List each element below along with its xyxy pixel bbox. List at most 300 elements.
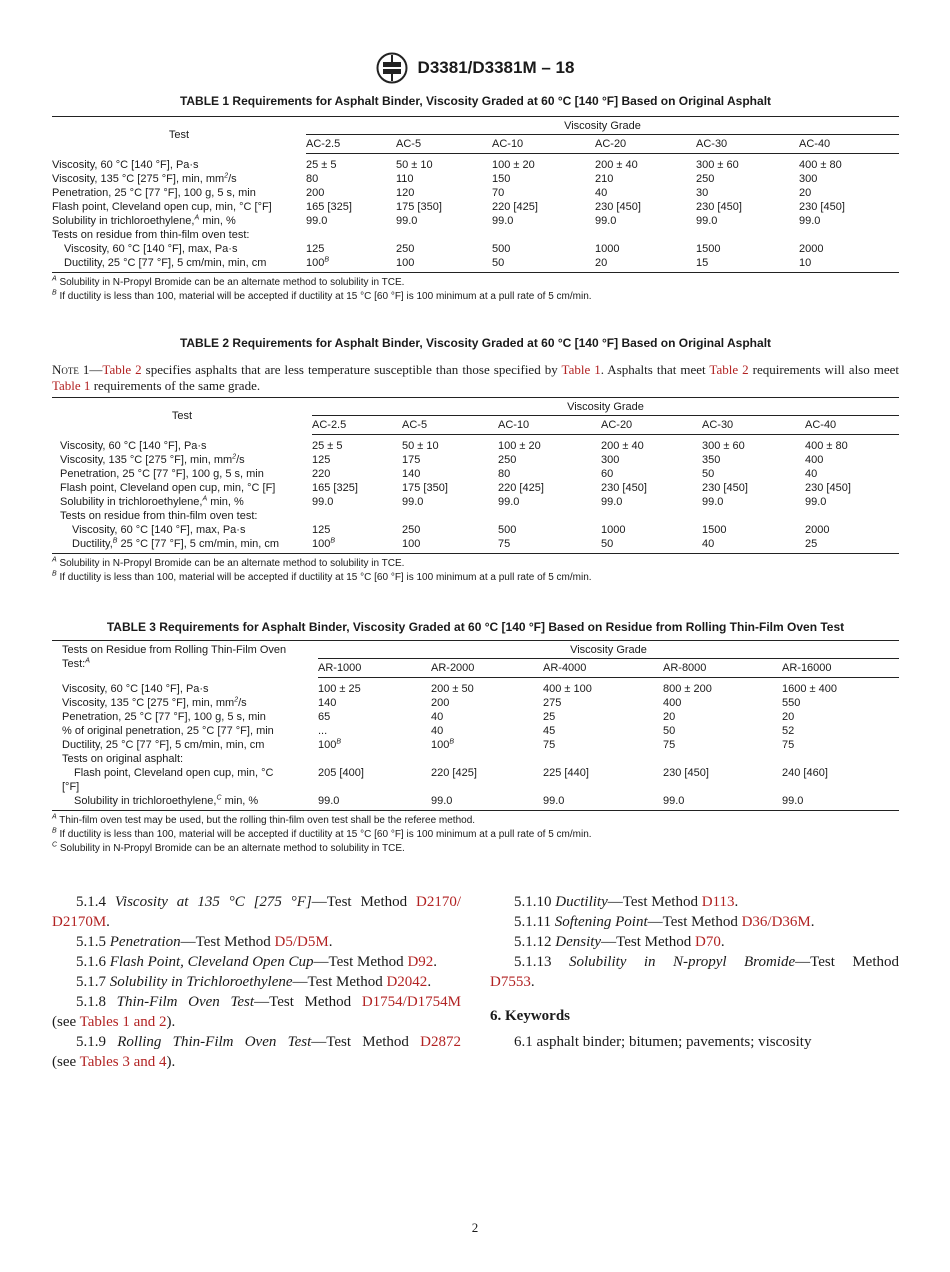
table-cell bbox=[663, 738, 782, 752]
cell-value: 220 bbox=[312, 468, 331, 480]
table-cell bbox=[805, 467, 899, 481]
section-title: Penetration bbox=[109, 934, 181, 950]
footnote-mark: B bbox=[52, 827, 57, 835]
table-cell bbox=[431, 678, 543, 697]
section-5-1-8 bbox=[52, 992, 461, 1012]
method-link[interactable]: D70 bbox=[695, 934, 721, 950]
cell-value: 40 bbox=[431, 711, 444, 723]
table-cell bbox=[402, 453, 498, 467]
cell-value: 99.0 bbox=[431, 795, 453, 807]
table-cell bbox=[306, 154, 396, 173]
table-2-link[interactable]: Table 2 bbox=[102, 362, 142, 377]
cell-value: 99.0 bbox=[702, 496, 724, 508]
method-link[interactable]: D2872 bbox=[420, 1034, 462, 1050]
table-cell bbox=[318, 752, 431, 766]
cell-value: 99.0 bbox=[782, 795, 804, 807]
table-cell bbox=[543, 678, 663, 697]
section-title: Rolling Thin-Film Oven Test bbox=[117, 1034, 312, 1050]
grade-header: AR-1000 bbox=[318, 659, 431, 678]
cell-value: ... bbox=[318, 725, 328, 737]
footnote-mark: A bbox=[202, 495, 208, 503]
tables-link[interactable]: Tables 1 and 2 bbox=[79, 1014, 167, 1030]
table-cell bbox=[492, 228, 595, 242]
table-cell bbox=[312, 495, 402, 509]
cell-value: 165 [325] bbox=[312, 482, 358, 494]
label-text: Penetration, 25 °C [77 °F], 100 g, 5 s, min bbox=[62, 711, 266, 723]
cell-value: 200 bbox=[431, 697, 450, 709]
cell-value: 125 bbox=[312, 454, 331, 466]
section-text: —Test Method bbox=[647, 914, 742, 930]
footnote-mark: C bbox=[216, 794, 222, 802]
cell-value: 150 bbox=[492, 173, 511, 185]
label-text: % of original penetration, 25 °C [77 °F], min bbox=[62, 725, 274, 737]
footnote-text: Solubility in N-Propyl Bromide can be an alternate method to solubility in TCE. bbox=[56, 277, 405, 288]
section-5-1-4 bbox=[52, 892, 461, 912]
right-column bbox=[490, 892, 899, 1052]
note-text: requirements will also meet bbox=[748, 362, 900, 377]
table-cell bbox=[799, 242, 899, 256]
cell-value: 50 bbox=[601, 538, 614, 550]
table-1-link[interactable]: Table 1 bbox=[561, 362, 601, 377]
table-cell bbox=[318, 678, 431, 697]
cell-value: 1000 bbox=[601, 524, 626, 536]
grade-header: AR-2000 bbox=[431, 659, 543, 678]
section-text: ). bbox=[166, 1054, 176, 1070]
cell-value: 165 [325] bbox=[306, 201, 352, 213]
section-text: (see bbox=[52, 1014, 80, 1030]
table-cell bbox=[402, 509, 498, 523]
table-row bbox=[52, 724, 899, 738]
method-link[interactable]: D1754/D1754M bbox=[361, 994, 461, 1010]
table-cell bbox=[543, 752, 663, 766]
cell-value: 25 bbox=[805, 538, 818, 550]
footnote bbox=[52, 557, 899, 571]
table-row bbox=[52, 435, 899, 454]
method-link[interactable]: D2170M bbox=[52, 914, 107, 930]
table-1 bbox=[52, 116, 899, 273]
footnote bbox=[52, 828, 899, 842]
label-text: Tests on residue from thin-film oven test: bbox=[60, 510, 258, 522]
row-label bbox=[52, 453, 312, 467]
table-cell bbox=[799, 214, 899, 228]
table-cell bbox=[306, 200, 396, 214]
table-cell bbox=[805, 435, 899, 454]
table-2-test-header: Test bbox=[52, 398, 312, 435]
test-header-line: Test: bbox=[62, 658, 86, 670]
table-row bbox=[52, 752, 899, 766]
cell-value: 250 bbox=[396, 243, 415, 255]
note-text: requirements of the same grade. bbox=[90, 378, 261, 393]
row-label bbox=[52, 696, 318, 710]
table-cell bbox=[601, 435, 702, 454]
cell-value: 200 bbox=[306, 187, 325, 199]
cell-value: 225 [440] bbox=[543, 767, 589, 779]
row-label bbox=[52, 738, 318, 752]
section-text: . bbox=[720, 934, 725, 950]
footnote-mark: A bbox=[52, 556, 57, 564]
cell-value: 99.0 bbox=[396, 215, 418, 227]
grade-header: AR-16000 bbox=[782, 659, 899, 678]
cell-value: 15 bbox=[696, 257, 709, 269]
cell-value: 25 bbox=[543, 711, 556, 723]
cell-value: 400 bbox=[805, 454, 824, 466]
footnote-text: If ductility is less than 100, material will be accepted if ductility at 15 °C [60 °F] is 100 minimum at a pull rate of 5 cm/min. bbox=[56, 829, 592, 840]
label-text: Viscosity, 135 °C [275 °F], min, mm bbox=[62, 697, 235, 709]
row-label bbox=[52, 766, 318, 794]
table-cell bbox=[805, 523, 899, 537]
table-row bbox=[52, 766, 899, 794]
row-label bbox=[52, 214, 306, 228]
table-cell bbox=[601, 495, 702, 509]
table-cell bbox=[702, 537, 805, 554]
section-title: Density bbox=[555, 934, 602, 950]
section-number: 5.1.7 bbox=[76, 974, 110, 990]
grade-header: AC-40 bbox=[805, 416, 899, 435]
note-text: specifies asphalts that are less temperature susceptible than those specified by bbox=[141, 362, 562, 377]
table-2 bbox=[52, 397, 899, 554]
cell-value: 99.0 bbox=[318, 795, 340, 807]
table-cell bbox=[663, 710, 782, 724]
page-header bbox=[0, 52, 950, 84]
table-row bbox=[52, 242, 899, 256]
table-2-block bbox=[52, 336, 899, 585]
cell-value: 175 [350] bbox=[396, 201, 442, 213]
table-cell bbox=[498, 537, 601, 554]
label-text: Viscosity, 60 °C [140 °F], Pa·s bbox=[52, 158, 199, 171]
cell-value: 175 bbox=[402, 454, 421, 466]
table-cell bbox=[799, 154, 899, 173]
label-text: Penetration, 25 °C [77 °F], 100 g, 5 s, min bbox=[60, 468, 264, 480]
footnote bbox=[52, 814, 899, 828]
cell-value: 65 bbox=[318, 711, 331, 723]
table-3-test-header bbox=[52, 641, 318, 678]
cell-value: 110 bbox=[396, 173, 414, 185]
table-3-footnotes bbox=[52, 814, 899, 856]
cell-value: 400 ± 80 bbox=[805, 440, 848, 452]
table-cell bbox=[492, 172, 595, 186]
method-link[interactable]: D36/D36M bbox=[741, 914, 811, 930]
footnote-text: Solubility in N-Propyl Bromide can be an alternate method to solubility in TCE. bbox=[57, 843, 405, 854]
cell-value: 100 bbox=[318, 739, 337, 751]
section-number: 5.1.9 bbox=[76, 1034, 118, 1050]
section-text: (see bbox=[52, 1054, 80, 1070]
table-cell bbox=[782, 752, 899, 766]
table-cell bbox=[799, 200, 899, 214]
grade-header: AC-10 bbox=[498, 416, 601, 435]
table-cell bbox=[306, 214, 396, 228]
table-cell bbox=[805, 509, 899, 523]
table-1-link[interactable]: Table 1 bbox=[52, 378, 91, 393]
cell-value: 10 bbox=[799, 257, 812, 269]
table-cell bbox=[402, 537, 498, 554]
footnote-mark: 2 bbox=[234, 696, 239, 704]
footnote-mark: C bbox=[52, 841, 58, 849]
table-3-block bbox=[52, 620, 899, 856]
keywords-heading: 6. Keywords bbox=[490, 1008, 570, 1024]
table-cell bbox=[595, 228, 696, 242]
section-text: —Test Method bbox=[313, 954, 408, 970]
table-1-title: TABLE 1 Requirements for Asphalt Binder, Viscosity Graded at 60 °C [140 °F] Based on Original Asphalt bbox=[179, 94, 772, 108]
footnote-text: If ductility is less than 100, material will be accepted if ductility at 15 °C [60 °F] is 100 minimum at a pull rate of 5 cm/min. bbox=[56, 572, 592, 583]
cell-value: 99.0 bbox=[601, 496, 623, 508]
section-number: 5.1.13 bbox=[514, 954, 569, 970]
table-cell bbox=[396, 154, 492, 173]
section-text: —Test Method bbox=[254, 994, 362, 1010]
label-text: Solubility in trichloroethylene, bbox=[60, 496, 203, 508]
table-cell bbox=[492, 186, 595, 200]
label-text: Flash point, Cleveland open cup, min, °C [F] bbox=[60, 482, 276, 494]
section-number: 5.1.12 bbox=[514, 934, 556, 950]
cell-value: 2000 bbox=[799, 243, 824, 255]
footnote-mark: B bbox=[324, 256, 330, 264]
grade-header: AC-5 bbox=[402, 416, 498, 435]
footnote-mark: B bbox=[52, 570, 57, 578]
table-cell bbox=[306, 186, 396, 200]
grade-header: AC-5 bbox=[396, 135, 492, 154]
method-link[interactable]: D7553 bbox=[490, 974, 531, 990]
cell-value: 80 bbox=[498, 468, 511, 480]
table-cell bbox=[396, 186, 492, 200]
label-text: Viscosity, 135 °C [275 °F], min, mm bbox=[52, 173, 225, 185]
table-cell bbox=[595, 200, 696, 214]
label-text: Ductility, bbox=[72, 538, 113, 550]
method-link[interactable]: D2170/ bbox=[415, 894, 461, 910]
cell-value: 230 [450] bbox=[595, 201, 641, 213]
table-row bbox=[52, 509, 899, 523]
cell-value: 52 bbox=[782, 725, 795, 737]
cell-value: 99.0 bbox=[492, 215, 514, 227]
cell-value: 300 bbox=[799, 173, 818, 185]
table-cell bbox=[306, 172, 396, 186]
row-label bbox=[52, 256, 306, 273]
cell-value: 400 ± 80 bbox=[799, 159, 842, 171]
cell-value: 25 ± 5 bbox=[306, 159, 337, 171]
section-number: 5.1.8 bbox=[76, 994, 117, 1010]
section-5-1-9 bbox=[52, 1032, 461, 1052]
footnote-mark: A bbox=[52, 813, 57, 821]
table-cell bbox=[595, 214, 696, 228]
cell-value: 75 bbox=[782, 739, 795, 751]
table-cell bbox=[805, 537, 899, 554]
footnote-mark: B bbox=[330, 537, 336, 545]
table-cell bbox=[402, 481, 498, 495]
table-cell bbox=[318, 738, 431, 752]
section-text: —Test Method bbox=[795, 954, 899, 970]
table-cell bbox=[402, 467, 498, 481]
note-label: Note 1 bbox=[52, 362, 90, 377]
table-cell bbox=[702, 467, 805, 481]
section-text: —Test Method bbox=[180, 934, 275, 950]
cell-value: 205 [400] bbox=[318, 767, 364, 779]
section-5-1-8-cont bbox=[52, 1012, 461, 1032]
table-cell bbox=[782, 710, 899, 724]
cell-value: 500 bbox=[498, 524, 517, 536]
cell-value: 200 ± 50 bbox=[431, 683, 474, 695]
section-text: . bbox=[328, 934, 333, 950]
cell-value: 220 [425] bbox=[498, 482, 544, 494]
table-cell bbox=[431, 696, 543, 710]
section-title: Solubility in N-propyl Bromide bbox=[568, 954, 796, 970]
table-cell bbox=[312, 453, 402, 467]
table-cell bbox=[702, 509, 805, 523]
label-text: min, % bbox=[199, 215, 236, 227]
table-row bbox=[52, 794, 899, 811]
table-cell bbox=[782, 794, 899, 811]
table-1-group-header: Viscosity Grade bbox=[306, 117, 899, 135]
footnote-mark: A bbox=[85, 657, 90, 665]
footnote-mark: A bbox=[52, 275, 57, 283]
method-link[interactable]: D5/D5M bbox=[274, 934, 329, 950]
section-number: 5.1.6 bbox=[76, 954, 110, 970]
cell-value: 500 bbox=[492, 243, 511, 255]
table-cell bbox=[492, 242, 595, 256]
row-label bbox=[52, 172, 306, 186]
table-cell bbox=[702, 523, 805, 537]
table-cell bbox=[312, 481, 402, 495]
tables-link[interactable]: Tables 3 and 4 bbox=[79, 1054, 167, 1070]
table-cell bbox=[492, 154, 595, 173]
table-cell bbox=[402, 495, 498, 509]
table-2-footnotes bbox=[52, 557, 899, 585]
row-label bbox=[52, 724, 318, 738]
cell-value: 75 bbox=[498, 538, 511, 550]
cell-value: 250 bbox=[498, 454, 517, 466]
cell-value: 300 ± 60 bbox=[702, 440, 745, 452]
cell-value: 20 bbox=[663, 711, 676, 723]
row-label bbox=[52, 481, 312, 495]
cell-value: 50 bbox=[663, 725, 676, 737]
table-cell bbox=[396, 256, 492, 273]
table-cell bbox=[396, 228, 492, 242]
table-row bbox=[52, 228, 899, 242]
cell-value: 200 ± 40 bbox=[601, 440, 644, 452]
section-number: 5.1.5 bbox=[76, 934, 110, 950]
table-1-footnotes bbox=[52, 276, 899, 304]
table-cell bbox=[402, 435, 498, 454]
table-cell bbox=[663, 724, 782, 738]
label-text: [°F] bbox=[62, 781, 80, 793]
table-row bbox=[52, 696, 899, 710]
cell-value: 140 bbox=[318, 697, 337, 709]
table-cell bbox=[696, 172, 799, 186]
cell-value: 45 bbox=[543, 725, 556, 737]
table-cell bbox=[396, 200, 492, 214]
table-cell bbox=[396, 214, 492, 228]
method-link[interactable]: D113 bbox=[701, 894, 735, 910]
table-cell bbox=[312, 467, 402, 481]
table-row bbox=[52, 467, 899, 481]
test-header-line: Tests on Residue from Rolling Thin-Film Oven bbox=[62, 644, 287, 656]
cell-value: 550 bbox=[782, 697, 801, 709]
footnote-mark: B bbox=[112, 537, 118, 545]
table-row bbox=[52, 172, 899, 186]
table-cell bbox=[782, 724, 899, 738]
method-link[interactable]: D92 bbox=[407, 954, 434, 970]
table-row bbox=[52, 523, 899, 537]
table-cell bbox=[663, 794, 782, 811]
table-cell bbox=[498, 495, 601, 509]
table-cell bbox=[663, 678, 782, 697]
table-cell bbox=[402, 523, 498, 537]
section-5-1-4-cont bbox=[52, 912, 461, 932]
table-cell bbox=[663, 752, 782, 766]
row-label bbox=[52, 509, 312, 523]
footnote-text: Solubility in N-Propyl Bromide can be an alternate method to solubility in TCE. bbox=[56, 558, 405, 569]
table-cell bbox=[782, 678, 899, 697]
cell-value: 175 [350] bbox=[402, 482, 448, 494]
row-label bbox=[52, 537, 312, 554]
section-title: Softening Point bbox=[554, 914, 648, 930]
footnote-text: If ductility is less than 100, material will be accepted if ductility at 15 °C [60 °F] is 100 minimum at a pull rate of 5 cm/min. bbox=[56, 291, 592, 302]
note-text: — bbox=[89, 362, 103, 377]
cell-value: 230 [450] bbox=[663, 767, 709, 779]
table-row bbox=[52, 453, 899, 467]
table-cell bbox=[799, 172, 899, 186]
table-cell bbox=[595, 256, 696, 273]
table-cell bbox=[306, 256, 396, 273]
table-cell bbox=[805, 453, 899, 467]
table-cell bbox=[312, 509, 402, 523]
document-code: D3381/D3381M – 18 bbox=[417, 58, 575, 77]
cell-value: 125 bbox=[312, 524, 331, 536]
cell-value: 275 bbox=[543, 697, 562, 709]
row-label bbox=[52, 242, 306, 256]
cell-value: 99.0 bbox=[312, 496, 334, 508]
cell-value: 125 bbox=[306, 243, 325, 255]
cell-value: 300 ± 60 bbox=[696, 159, 739, 171]
section-5-1-12 bbox=[490, 932, 899, 952]
cell-value: 220 [425] bbox=[431, 767, 477, 779]
table-cell bbox=[431, 752, 543, 766]
table-cell bbox=[318, 766, 431, 794]
table-cell bbox=[431, 710, 543, 724]
section-5-1-10 bbox=[490, 892, 899, 912]
table-cell bbox=[702, 481, 805, 495]
table-cell bbox=[782, 738, 899, 752]
keywords-text: 6.1 asphalt binder; bitumen; pavements; viscosity bbox=[514, 1034, 812, 1050]
cell-value: 20 bbox=[595, 257, 608, 269]
cell-value: 100 ± 20 bbox=[498, 440, 541, 452]
table-cell bbox=[696, 228, 799, 242]
cell-value: 40 bbox=[595, 187, 608, 199]
section-text: . bbox=[810, 914, 815, 930]
section-text: —Test Method bbox=[601, 934, 696, 950]
grade-header: AR-8000 bbox=[663, 659, 782, 678]
cell-value: 75 bbox=[663, 739, 676, 751]
label-text: Solubility in trichloroethylene, bbox=[74, 795, 217, 807]
cell-value: 20 bbox=[782, 711, 795, 723]
cell-value: 400 ± 100 bbox=[543, 683, 592, 695]
cell-value: 250 bbox=[696, 173, 715, 185]
table-row bbox=[52, 186, 899, 200]
row-label bbox=[52, 467, 312, 481]
label-text: Viscosity, 135 °C [275 °F], min, mm bbox=[60, 454, 233, 466]
cell-value: 1500 bbox=[696, 243, 721, 255]
cell-value: 350 bbox=[702, 454, 721, 466]
section-title: Solubility in Trichloroethylene bbox=[109, 974, 293, 990]
row-label bbox=[52, 228, 306, 242]
footnote-mark: B bbox=[52, 289, 57, 297]
grade-header: AC-2.5 bbox=[312, 416, 402, 435]
method-link[interactable]: D2042 bbox=[386, 974, 428, 990]
table-cell bbox=[498, 435, 601, 454]
cell-value: 220 [425] bbox=[492, 201, 538, 213]
table-2-link[interactable]: Table 2 bbox=[709, 362, 749, 377]
cell-value: 200 ± 40 bbox=[595, 159, 638, 171]
section-text: . bbox=[106, 914, 110, 930]
table-cell bbox=[663, 696, 782, 710]
cell-value: 99.0 bbox=[498, 496, 520, 508]
